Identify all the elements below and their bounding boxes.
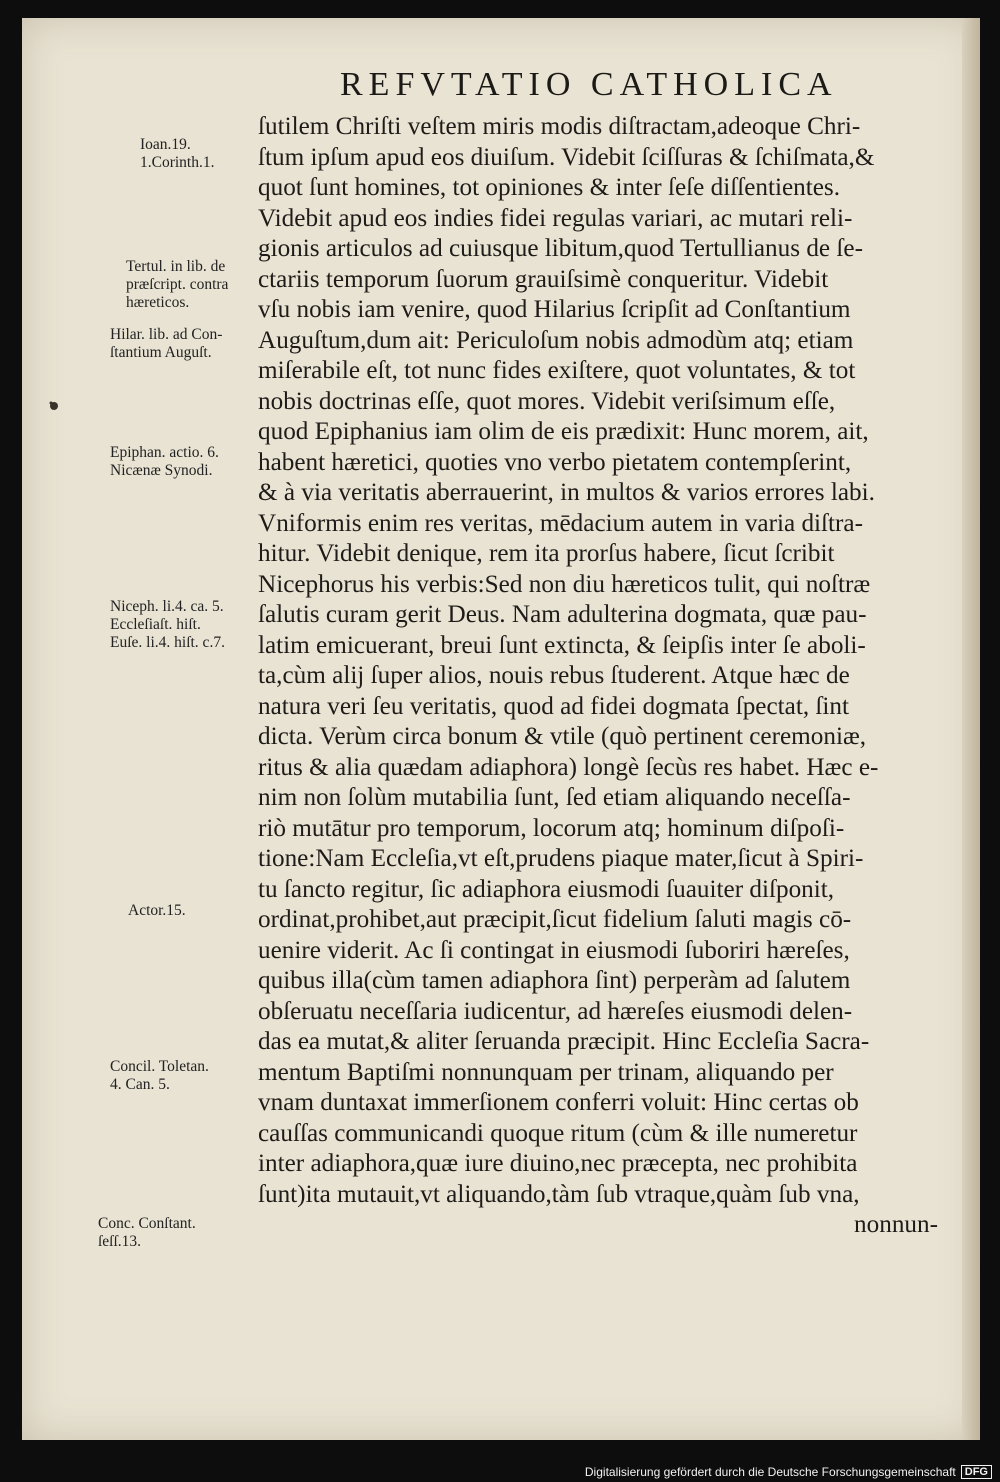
dfg-logo: DFG [961, 1465, 992, 1479]
margin-note-line: ſeſſ.13. [98, 1233, 142, 1250]
footer-text: Digitalisierung gefördert durch die Deutsche Forschungsgemeinschaft [584, 1465, 956, 1479]
margin-note [98, 1215, 196, 1251]
text-line: gionis articulos ad cuiusque libitum,quod Tertullianus de ſe- [258, 235, 863, 262]
text-line: riò mutātur pro temporum, locorum atq; hominum diſpoſi- [258, 814, 845, 842]
text-line: inter adiaphora,quæ iure diuino,nec præcepta, nec prohibita [258, 1150, 858, 1177]
margin-note-line: Epiphan. actio. 6. [110, 444, 219, 461]
margin-note [110, 326, 222, 362]
margin-note-line: Tertul. in lib. de [126, 258, 226, 275]
text-line: quod Epiphanius iam olim de eis prædixit: Hunc morem, ait, [258, 418, 869, 445]
text-line: habent hæretici, quoties vno verbo pietatem contempſerint, [258, 448, 852, 476]
text-line: ſalutis curam gerit Deus. Nam adulterina dogmata, quæ pau- [258, 601, 867, 628]
text-line: miſerabile eſt, tot nunc fides exiſtere, quot voluntates, & tot [258, 357, 856, 384]
page-edge [962, 18, 980, 1440]
text-line: quibus illa(cùm tamen adiaphora ſint) perperàm ad ſalutem [258, 967, 851, 994]
margin-note [110, 598, 225, 652]
margin-note-line: præſcript. contra [126, 276, 229, 293]
text-line: ordinat,prohibet,aut præcipit,ſicut fidelium ſaluti magis cō- [258, 906, 852, 933]
text-line: tione:Nam Eccleſia,vt eſt,prudens piaque mater,ſicut à Spiri- [258, 845, 864, 872]
margin-note [126, 258, 228, 312]
margin-note-line: Actor.15. [128, 902, 186, 919]
text-line: ſutilem Chriſti veſtem miris modis diſtractam,adeoque Chri- [258, 113, 861, 140]
body-text [258, 112, 958, 1241]
text-line: vnam duntaxat immerſionem conferri voluit: Hinc certas ob [258, 1089, 859, 1116]
margin-note-line: Concil. Toletan. [110, 1058, 209, 1075]
ink-speck [48, 400, 60, 412]
margin-note [110, 1058, 209, 1094]
text-line: Nicephorus his verbis:Sed non diu hæreticos tulit, qui noſtræ [258, 570, 871, 598]
text-line: natura veri ſeu veritatis, quod ad fidei dogmata ſpectat, ſint [258, 692, 850, 720]
text-line: ta,cùm alij ſuper alios, nouis rebus ſtuderent. Atque hæc de [258, 662, 850, 689]
text-line: ſunt)ita mutauit,vt aliquando,tàm ſub vtraque,quàm ſub vna, [258, 1180, 860, 1208]
text-line: mentum Baptiſmi nonnunquam per trinam, aliquando per [258, 1058, 834, 1086]
margin-note-line: 4. Can. 5. [110, 1076, 170, 1093]
margin-note-line: Eccleſiaſt. hiſt. [110, 616, 201, 633]
margin-note-line: Ioan.19. [140, 136, 191, 153]
margin-note-line: Nicænæ Synodi. [110, 462, 213, 479]
text-line: tu ſancto regitur, ſic adiaphora eiusmodi ſuauiter diſponit, [258, 875, 835, 903]
margin-note-line: Euſe. li.4. hiſt. c.7. [110, 634, 225, 651]
text-line: dicta. Verùm circa bonum & vtile (quò pertinent ceremoniæ, [258, 723, 867, 750]
catchword: nonnun- [854, 1211, 938, 1238]
text-line: cauſſas communicandi quoque ritum (cùm & ille numeretur [258, 1119, 858, 1147]
text-line: & à via veritatis aberrauerint, in multos & varios errores labi. [258, 479, 875, 506]
margin-note-line: ſtantium Auguſt. [110, 344, 212, 361]
text-line: ctariis temporum ſuorum grauiſsimè conqueritur. Videbit [258, 265, 829, 293]
text-line: vſu nobis iam venire, quod Hilarius ſcripſit ad Conſtantium [258, 296, 851, 323]
text-line: latim emicuerant, breui ſunt extincta, & ſeipſis inter ſe aboli- [258, 631, 866, 659]
margin-note-line: Conc. Conſtant. [98, 1215, 196, 1232]
text-line: uenire viderit. Ac ſi contingat in eiusmodi ſuboriri hæreſes, [258, 936, 850, 964]
text-line: das ea mutat,& aliter ſeruanda præcipit. Hinc Eccleſia Sacra- [258, 1028, 870, 1055]
text-line: quot ſunt homines, tot opiniones & inter ſeſe diſſentientes. [258, 174, 841, 201]
margin-note-line: Niceph. li.4. ca. 5. [110, 598, 224, 615]
text-line: nim non ſolùm mutabilia ſunt, ſed etiam aliquando neceſſa- [258, 784, 851, 811]
text-line: obſeruatu neceſſaria iudicentur, ad hæreſes eiusmodi delen- [258, 997, 853, 1025]
footer-credit [585, 1465, 992, 1479]
margin-note-line: 1.Corinth.1. [140, 154, 215, 171]
text-line: hitur. Videbit denique, rem ita prorſus habere, ſicut ſcribit [258, 540, 835, 567]
margin-note [140, 136, 215, 172]
running-head: REFVTATIO CATHOLICA [340, 66, 838, 103]
text-line: ſtum ipſum apud eos diuiſum. Videbit ſciſſuras & ſchiſmata,& [258, 143, 875, 171]
margin-note-line: Hilar. lib. ad Con- [110, 326, 223, 343]
text-line: nobis doctrinas eſſe, quot mores. Videbit veriſsimum eſſe, [258, 387, 836, 415]
text-line: Auguſtum,dum ait: Periculoſum nobis admodùm atq; etiam [258, 326, 854, 354]
text-line: ritus & alia quædam adiaphora) longè ſecùs res habet. Hæc e- [258, 753, 879, 781]
margin-note [128, 902, 186, 920]
margin-note-line: hæreticos. [126, 294, 190, 311]
margin-note [110, 444, 219, 480]
text-line: Videbit apud eos indies fidei regulas variari, ac mutari reli- [258, 204, 853, 232]
text-line: Vniformis enim res veritas, mēdacium autem in varia diſtra- [258, 509, 864, 537]
